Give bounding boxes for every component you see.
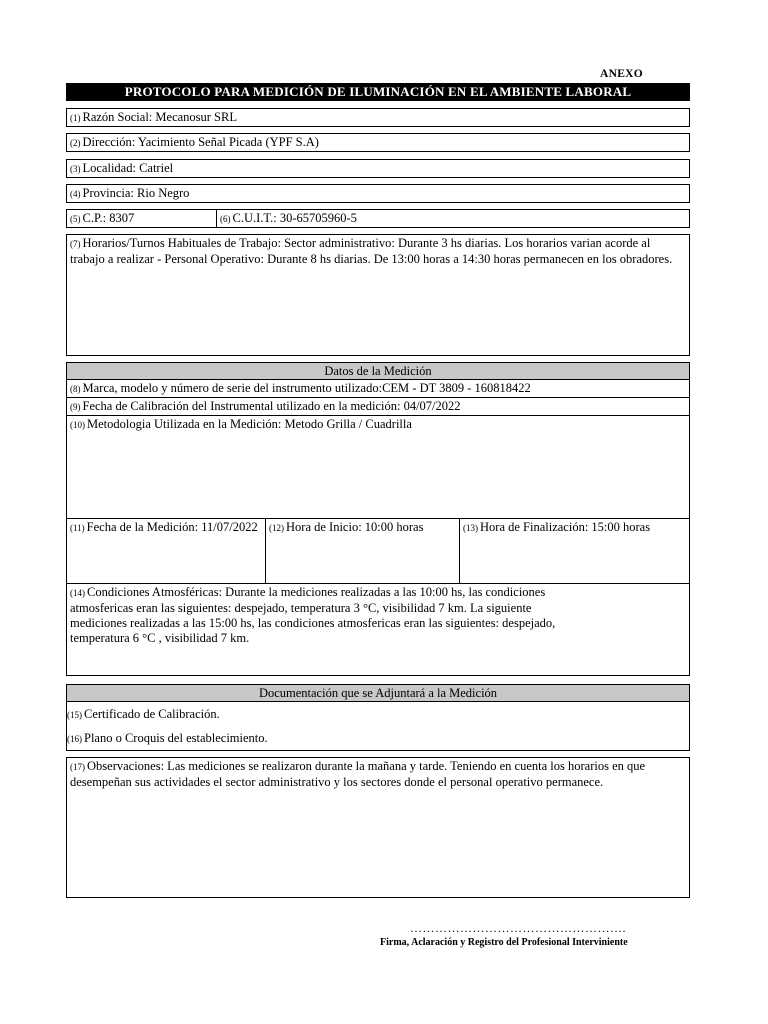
field-text: C.P.: 8307 xyxy=(82,211,135,225)
field-number: (10) xyxy=(70,420,85,430)
field-text: Certificado de Calibración. xyxy=(84,707,220,721)
field-text: Plano o Croquis del establecimiento. xyxy=(84,731,268,745)
field-fecha-medicion xyxy=(66,518,266,584)
field-number: (6) xyxy=(220,214,231,224)
section-header-medicion: Datos de la Medición xyxy=(66,362,690,380)
field-razon-social xyxy=(66,108,690,127)
field-instrumento xyxy=(66,379,690,398)
field-text: Fecha de Calibración del Instrumental utilizado en la medición: 04/07/2022 xyxy=(82,399,461,413)
field-metodologia xyxy=(66,415,690,519)
field-cuit xyxy=(216,209,690,228)
field-text: Razón Social: Mecanosur SRL xyxy=(82,110,237,124)
doc-item-certificado xyxy=(67,707,220,723)
doc-item-plano xyxy=(67,731,268,747)
field-number: (13) xyxy=(463,523,478,533)
field-text: Observaciones: Las mediciones se realizaron durante la mañana y tarde. Teniendo en cuenta los horarios en que desempeñan sus actividades el sector administrativo y los sectores donde el personal operativo permanece. xyxy=(70,759,646,789)
field-text: C.U.I.T.: 30-65705960-5 xyxy=(232,211,357,225)
field-text: Condiciones Atmosféricas: Durante la mediciones realizadas a las 10:00 hs, las condiciones atmosfericas eran las siguientes: despejado, temperatura 3 °C, visibilidad 7 km. La siguiente mediciones realizadas a las 15:00 hs, las condiciones atmosfericas eran las siguientes: despejado, temperatura 6 °C , visibilidad 7 km. xyxy=(70,585,556,645)
field-text: Dirección: Yacimiento Señal Picada (YPF S.A) xyxy=(82,135,319,149)
field-text: Horarios/Turnos Habituales de Trabajo: Sector administrativo: Durante 3 hs diarias. Los horarios varian acorde al trabajo a realizar - Personal Operativo: Durante 8 hs diarias. De 13:00 horas a 14:30 horas permanecen en los obradores. xyxy=(70,236,673,266)
documentacion-list xyxy=(66,701,690,751)
field-number: (9) xyxy=(70,402,81,412)
field-text: Hora de Finalización: 15:00 horas xyxy=(480,520,651,534)
field-number: (14) xyxy=(70,588,85,598)
field-text: Marca, modelo y número de serie del instrumento utilizado:CEM - DT 3809 - 160818422 xyxy=(82,381,531,395)
field-number: (3) xyxy=(70,164,81,174)
field-number: (11) xyxy=(70,523,85,533)
field-direccion xyxy=(66,133,690,152)
section-header-documentacion: Documentación que se Adjuntará a la Medición xyxy=(66,684,690,702)
field-localidad xyxy=(66,159,690,178)
field-text: Localidad: Catriel xyxy=(82,161,174,175)
field-number: (5) xyxy=(70,214,81,224)
field-condiciones-atmosfericas xyxy=(66,583,690,676)
field-horarios xyxy=(66,234,690,356)
field-number: (8) xyxy=(70,384,81,394)
anexo-label: ANEXO xyxy=(600,68,644,80)
field-number: (12) xyxy=(269,523,284,533)
field-text: Metodologia Utilizada en la Medición: Metodo Grilla / Cuadrilla xyxy=(87,417,412,431)
signature-line: ……………………………………………. xyxy=(410,921,626,935)
field-codigo-postal xyxy=(66,209,217,228)
field-hora-finalizacion xyxy=(459,518,690,584)
field-number: (7) xyxy=(70,239,81,249)
field-number: (4) xyxy=(70,189,81,199)
field-observaciones xyxy=(66,757,690,898)
field-text: Provincia: Rio Negro xyxy=(82,186,190,200)
field-number: (15) xyxy=(67,710,82,720)
field-text: Hora de Inicio: 10:00 horas xyxy=(286,520,424,534)
field-number: (2) xyxy=(70,138,81,148)
field-fecha-calibracion xyxy=(66,397,690,416)
protocol-title: PROTOCOLO PARA MEDICIÓN DE ILUMINACIÓN EN EL AMBIENTE LABORAL xyxy=(66,83,690,101)
signature-label: Firma, Aclaración y Registro del Profesional Interviniente xyxy=(380,937,628,948)
field-text: Fecha de la Medición: 11/07/2022 xyxy=(86,520,258,534)
field-provincia xyxy=(66,184,690,203)
field-hora-inicio xyxy=(265,518,460,584)
field-number: (17) xyxy=(70,762,85,772)
field-number: (1) xyxy=(70,113,81,123)
field-number: (16) xyxy=(67,734,82,744)
